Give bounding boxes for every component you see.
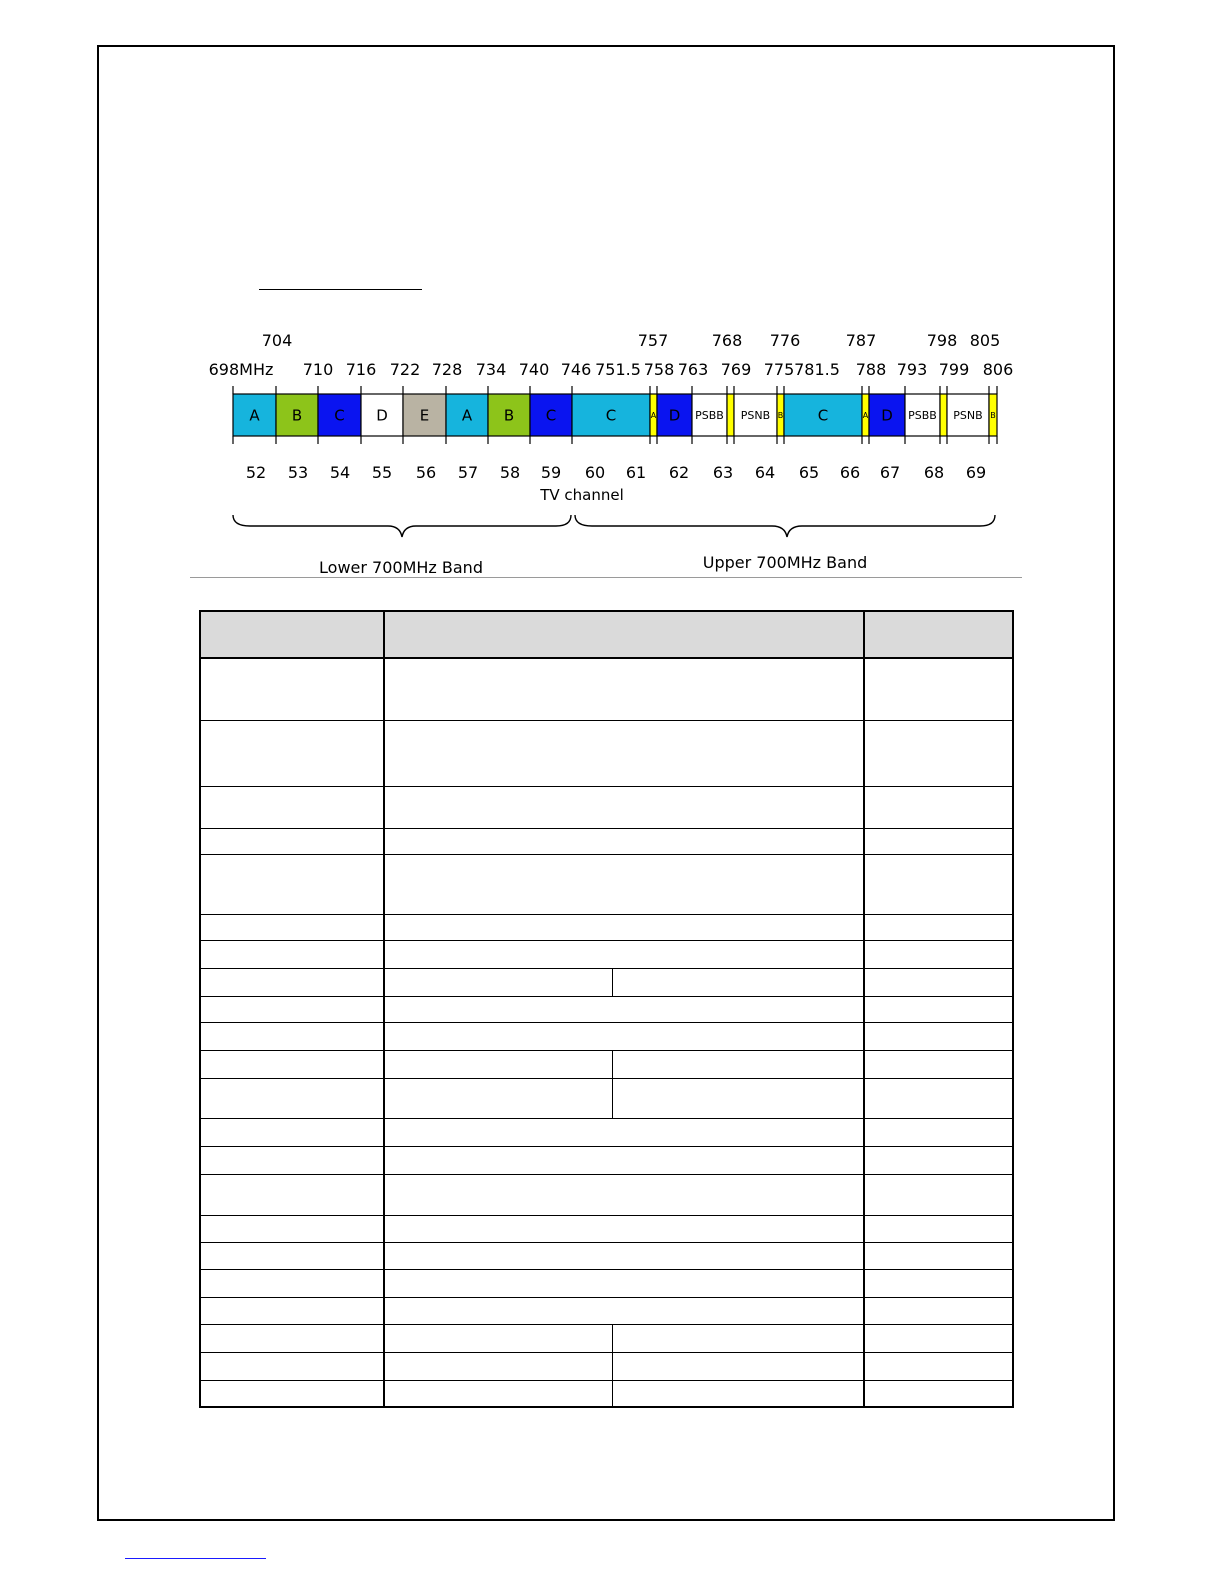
- figure-separator: [190, 577, 1022, 578]
- table-cell: [864, 968, 1013, 996]
- table-cell: [864, 1078, 1013, 1118]
- table-cell: [864, 1269, 1013, 1297]
- band-block-label: B: [777, 410, 784, 420]
- table-cell: [612, 968, 864, 996]
- lower-band-brace: [233, 515, 571, 537]
- table-row: [200, 1078, 1013, 1118]
- frequency-label: 758: [643, 360, 675, 379]
- frequency-label: 769: [720, 360, 752, 379]
- channel-label: 65: [798, 463, 820, 482]
- table-row: [200, 1352, 1013, 1380]
- header-cell-2: [384, 611, 864, 658]
- band-block-label: C: [605, 406, 617, 425]
- frequency-label: 710: [302, 360, 334, 379]
- table-cell: [200, 1352, 384, 1380]
- table-row: [200, 1022, 1013, 1050]
- table-cell: [384, 1352, 612, 1380]
- table-row: [200, 940, 1013, 968]
- table-cell: [200, 914, 384, 940]
- frequency-label: 698MHz: [208, 360, 274, 379]
- channel-label: 67: [879, 463, 901, 482]
- table-cell: [200, 828, 384, 854]
- table-cell: [384, 1078, 612, 1118]
- channel-label: 66: [839, 463, 861, 482]
- table-cell: [612, 1324, 864, 1352]
- table-cell: [384, 1146, 864, 1174]
- table-cell: [384, 968, 612, 996]
- upper-band-label: Upper 700MHz Band: [702, 553, 868, 572]
- channel-label: 54: [329, 463, 351, 482]
- table-cell: [864, 786, 1013, 828]
- band-block-label: A: [461, 406, 473, 425]
- band-block: [940, 394, 947, 436]
- table-cell: [864, 658, 1013, 720]
- table-cell: [384, 940, 864, 968]
- frequency-label: 781.5: [794, 360, 840, 379]
- table-cell: [864, 1174, 1013, 1215]
- table-cell: [200, 1269, 384, 1297]
- table-cell: [384, 658, 864, 720]
- table-cell: [384, 1269, 864, 1297]
- table-cell: [384, 914, 864, 940]
- table-cell: [200, 1380, 384, 1407]
- table-row: [200, 914, 1013, 940]
- channel-label: 62: [668, 463, 690, 482]
- channel-label: 57: [457, 463, 479, 482]
- table-row: [200, 828, 1013, 854]
- table-row: [200, 1118, 1013, 1146]
- channel-label: 55: [371, 463, 393, 482]
- table-cell: [200, 1174, 384, 1215]
- table-cell: [200, 1078, 384, 1118]
- band-block-label: B: [990, 410, 996, 420]
- band-block: [727, 394, 734, 436]
- band-block-label: B: [291, 406, 303, 425]
- table-cell: [200, 1242, 384, 1269]
- table-cell: [384, 1324, 612, 1352]
- frequency-label: 746: [560, 360, 592, 379]
- table-cell: [612, 1078, 864, 1118]
- frequency-label: 728: [431, 360, 463, 379]
- band-block-label: D: [376, 406, 388, 425]
- table-cell: [864, 940, 1013, 968]
- table-cell: [200, 1297, 384, 1324]
- table-row: [200, 786, 1013, 828]
- top-frequency-label: 768: [711, 331, 743, 350]
- top-frequency-label: 798: [926, 331, 958, 350]
- lower-band-label: Lower 700MHz Band: [319, 558, 483, 577]
- band-block-label: PSBB: [908, 408, 937, 422]
- table-row: [200, 1269, 1013, 1297]
- table-cell: [200, 968, 384, 996]
- channel-label: 58: [499, 463, 521, 482]
- table-cell: [384, 828, 864, 854]
- table-cell: [864, 1380, 1013, 1407]
- table-cell: [200, 1118, 384, 1146]
- table-cell: [384, 996, 864, 1022]
- table-cell: [200, 786, 384, 828]
- table-cell: [384, 1174, 864, 1215]
- band-block-label: C: [817, 406, 829, 425]
- channel-label: 52: [245, 463, 267, 482]
- table-row: [200, 1146, 1013, 1174]
- table-cell: [200, 720, 384, 786]
- frequency-label: 740: [518, 360, 550, 379]
- table-row: [200, 720, 1013, 786]
- band-block-label: D: [881, 406, 893, 425]
- header-cell-1: [200, 611, 384, 658]
- band-block-label: D: [668, 406, 681, 425]
- top-frequency-label: 757: [637, 331, 669, 350]
- table-cell: [864, 1118, 1013, 1146]
- table-row: [200, 1380, 1013, 1407]
- table-cell: [200, 1215, 384, 1242]
- frequency-label: 793: [896, 360, 928, 379]
- table-cell: [384, 1022, 864, 1050]
- table-cell: [384, 1050, 612, 1078]
- footer-link-underline: [125, 1558, 266, 1559]
- band-block-label: A: [249, 406, 260, 425]
- table-cell: [864, 1352, 1013, 1380]
- table-row: [200, 996, 1013, 1022]
- channel-label: 63: [712, 463, 734, 482]
- table-cell: [864, 1050, 1013, 1078]
- table-cell: [384, 1242, 864, 1269]
- table-cell: [612, 1380, 864, 1407]
- band-block-label: PSNB: [740, 408, 771, 422]
- frequency-label: 722: [389, 360, 421, 379]
- table-cell: [864, 828, 1013, 854]
- channel-label: 61: [625, 463, 647, 482]
- band-plan-figure: [0, 0, 1225, 600]
- channel-label: 69: [965, 463, 987, 482]
- table-cell: [864, 1324, 1013, 1352]
- band-block-label: C: [545, 406, 557, 425]
- band-block-label: E: [419, 406, 430, 425]
- table-cell: [200, 854, 384, 914]
- frequency-label: 806: [982, 360, 1014, 379]
- top-frequency-label: 787: [845, 331, 877, 350]
- band-block-label: A: [862, 410, 869, 420]
- table-row: [200, 1215, 1013, 1242]
- frequency-label: 788: [855, 360, 887, 379]
- table-cell: [384, 786, 864, 828]
- table-row: [200, 1242, 1013, 1269]
- table-cell: [384, 1215, 864, 1242]
- table-cell: [200, 1050, 384, 1078]
- table-cell: [864, 996, 1013, 1022]
- table-cell: [200, 658, 384, 720]
- channel-label: 59: [540, 463, 562, 482]
- table-cell: [864, 1146, 1013, 1174]
- frequency-label: 751.5: [595, 360, 641, 379]
- table-cell: [864, 1242, 1013, 1269]
- frequency-label: 734: [475, 360, 507, 379]
- upper-band-brace: [575, 515, 995, 537]
- table-row: [200, 1174, 1013, 1215]
- table-cell: [384, 1380, 612, 1407]
- table-row: [200, 1297, 1013, 1324]
- table-cell: [864, 1215, 1013, 1242]
- top-frequency-label: 776: [769, 331, 801, 350]
- band-block-label: A: [650, 410, 657, 420]
- table-cell: [200, 1324, 384, 1352]
- table-cell: [200, 940, 384, 968]
- channel-label: 68: [923, 463, 945, 482]
- band-block-label: PSBB: [695, 408, 724, 422]
- table-cell: [864, 1297, 1013, 1324]
- table-cell: [200, 1146, 384, 1174]
- channel-label: 53: [287, 463, 309, 482]
- table-header-row: [200, 611, 1013, 658]
- header-cell-3: [864, 611, 1013, 658]
- top-frequency-label: 805: [969, 331, 1001, 350]
- table-cell: [612, 1352, 864, 1380]
- band-block-label: B: [503, 406, 515, 425]
- spec-table: [199, 610, 1014, 1408]
- table-cell: [612, 1050, 864, 1078]
- table-row: [200, 1324, 1013, 1352]
- table-cell: [864, 720, 1013, 786]
- table-cell: [200, 1022, 384, 1050]
- table-cell: [384, 720, 864, 786]
- table-row: [200, 854, 1013, 914]
- table-cell: [864, 854, 1013, 914]
- channel-label: 60: [584, 463, 606, 482]
- band-block-label: PSNB: [953, 408, 983, 422]
- frequency-label: 716: [345, 360, 377, 379]
- channel-label: 64: [754, 463, 776, 482]
- table-cell: [384, 1118, 864, 1146]
- table-cell: [864, 1022, 1013, 1050]
- frequency-label: 775: [763, 360, 795, 379]
- frequency-label: 799: [938, 360, 970, 379]
- table-cell: [384, 854, 864, 914]
- top-frequency-label: 704: [261, 331, 293, 350]
- table-cell: [200, 996, 384, 1022]
- band-block-label: C: [334, 406, 345, 425]
- table-row: [200, 968, 1013, 996]
- channel-label: 56: [415, 463, 437, 482]
- table-row: [200, 658, 1013, 720]
- frequency-label: 763: [677, 360, 709, 379]
- table-row: [200, 1050, 1013, 1078]
- table-cell: [864, 914, 1013, 940]
- channel-axis-label: TV channel: [540, 486, 624, 504]
- table-cell: [384, 1297, 864, 1324]
